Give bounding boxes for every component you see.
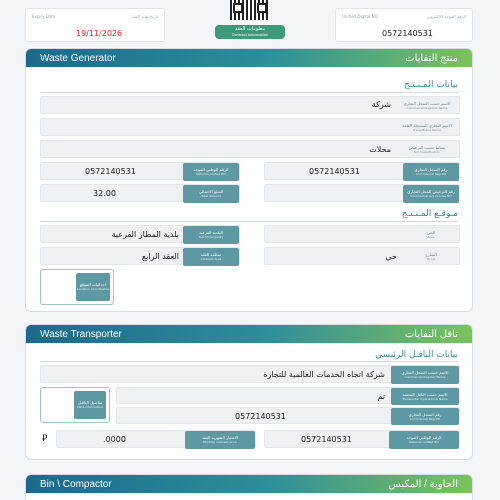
unified-value: 0572140531 bbox=[382, 29, 433, 38]
activity-value: محلات bbox=[369, 145, 391, 154]
main-transporter-section-title: بيانات الناقـل الرئيسي bbox=[375, 350, 458, 360]
total-amount-value: 32.00 bbox=[93, 189, 116, 198]
transporter-name-value: تم bbox=[377, 392, 385, 401]
contract-info-badge[interactable] bbox=[215, 25, 285, 39]
transporter-national-label: الرقم الوطني الموحد National Unified NO bbox=[389, 431, 459, 449]
municipality-value: بلدية المطار الفرعية bbox=[111, 230, 179, 239]
monthly-price-label: الاسعار الشهرية العقد Monthly contract price bbox=[185, 431, 255, 449]
bin-compactor-title: Bin \ Compactor bbox=[40, 478, 112, 490]
district-label: الحي Area bbox=[426, 230, 436, 239]
waste-transporter-header bbox=[26, 325, 472, 343]
waste-transporter-title-ar: ناقل النفايات bbox=[404, 328, 458, 340]
contract-area-label: منطقة العقد Contract Area bbox=[183, 248, 239, 266]
waste-transporter-title: Waste Transporter bbox=[40, 328, 122, 340]
monthly-price-field bbox=[56, 430, 256, 448]
transporter-details-button[interactable]: تفاصيل الناقـل Data Information bbox=[74, 391, 106, 419]
bin-compactor-title-ar: الحاوية / المكبس bbox=[388, 478, 458, 490]
cr-number-field bbox=[264, 162, 460, 180]
main-transporter-section-line bbox=[40, 361, 458, 362]
waste-generator-title: Waste Generator bbox=[40, 52, 116, 64]
unified-number-box bbox=[335, 8, 473, 42]
location-coordinates-button[interactable]: احداثيات الموقع Location Coordinates bbox=[76, 273, 110, 301]
transporter-commercial-name-value: شركة اتجاه الخدمات العالمية للتجارة bbox=[263, 370, 385, 379]
transporter-name-field bbox=[116, 387, 460, 404]
total-amount-field bbox=[40, 184, 240, 202]
license-number-label: رقم الترخيص للمحل التجاري Commercial Act License NO bbox=[403, 185, 459, 203]
waste-generator-title-ar: منتج النفايات bbox=[405, 52, 458, 64]
unified-label: Unified Digital N/C bbox=[342, 14, 379, 19]
street-value: حي bbox=[385, 252, 397, 261]
trade-name-field bbox=[40, 118, 460, 136]
national-number-label: الرقم الوطني الموحد National Unified NO bbox=[183, 163, 239, 181]
waste-generator-card bbox=[25, 48, 473, 312]
transporter-cr-value: 0572140531 bbox=[235, 412, 286, 421]
transporter-national-value: 0572140531 bbox=[301, 435, 352, 444]
cr-number-label: رقم السجل التجاري Commercial Reg NO bbox=[403, 163, 459, 181]
transporter-commercial-name-field bbox=[40, 365, 460, 383]
waste-transporter-card bbox=[25, 324, 473, 460]
trade-name-label: الاسم التجاري المسجلة العامة Trade/Brand Name bbox=[402, 123, 452, 132]
transporter-details-box bbox=[40, 387, 110, 423]
expiry-label-ar: تاريخ نهاية العقد bbox=[131, 14, 158, 19]
waste-generator-header bbox=[26, 49, 472, 67]
contract-area-field bbox=[40, 247, 240, 265]
bin-compactor-card bbox=[25, 474, 473, 500]
contract-area-value: العقد الرابع bbox=[141, 252, 179, 261]
cr-number-value: 0572140531 bbox=[309, 167, 360, 176]
activity-label: نشاط حسب الترخيص N/C Classification bbox=[408, 145, 446, 154]
transporter-name-label: الاسم حسب الناقل المعتمد Transporter Operational Name bbox=[391, 388, 459, 405]
commercial-name-field bbox=[40, 96, 460, 114]
national-number-field bbox=[40, 162, 240, 180]
expiry-label: Expiry Date bbox=[32, 14, 56, 19]
qr-code bbox=[230, 0, 270, 20]
transporter-national-field bbox=[264, 430, 460, 448]
district-field bbox=[264, 225, 460, 243]
license-number-field bbox=[264, 184, 460, 202]
municipality-field bbox=[40, 225, 240, 243]
expiry-value: 19/11/2026 bbox=[76, 29, 123, 38]
location-section-title: مـوقـع المـنـتـج bbox=[401, 209, 458, 219]
total-amount-label: المبلغ الاجمالي Total Amount bbox=[183, 185, 239, 203]
street-field bbox=[264, 247, 460, 265]
transporter-cr-field bbox=[116, 407, 460, 424]
producer-section-title: بيانات المـنـتـج bbox=[403, 80, 458, 90]
currency-icon: ⃁ bbox=[42, 434, 48, 444]
producer-section-line bbox=[40, 92, 458, 93]
monthly-price-value: .0000 bbox=[103, 435, 126, 444]
commercial-name-value: شركة bbox=[371, 100, 391, 109]
national-number-value: 0572140531 bbox=[85, 167, 136, 176]
unified-label-ar: الرقم الموحد الالكتروني bbox=[426, 14, 466, 19]
bin-compactor-header bbox=[26, 475, 472, 493]
location-coordinates-box bbox=[40, 269, 114, 305]
expiry-date-box bbox=[25, 8, 165, 42]
contract-info-en: Contract Information bbox=[231, 33, 269, 37]
transporter-commercial-name-label: الاسم حسب السجل التجاري Commercial Register Name bbox=[391, 366, 459, 384]
contract-info-ar: معلومات العقد bbox=[234, 26, 266, 32]
transporter-cr-label: رقم السجل التجاري Commercial Reg NO bbox=[391, 408, 459, 425]
commercial-name-label: الاسم حسب السجل التجاري Commercial Register Name bbox=[403, 101, 451, 110]
activity-field bbox=[40, 140, 460, 158]
street-label: الشارع Street bbox=[425, 252, 437, 261]
location-section-line bbox=[40, 221, 458, 222]
municipality-label: البلدية الفرعية Sub Municipality bbox=[183, 226, 239, 244]
